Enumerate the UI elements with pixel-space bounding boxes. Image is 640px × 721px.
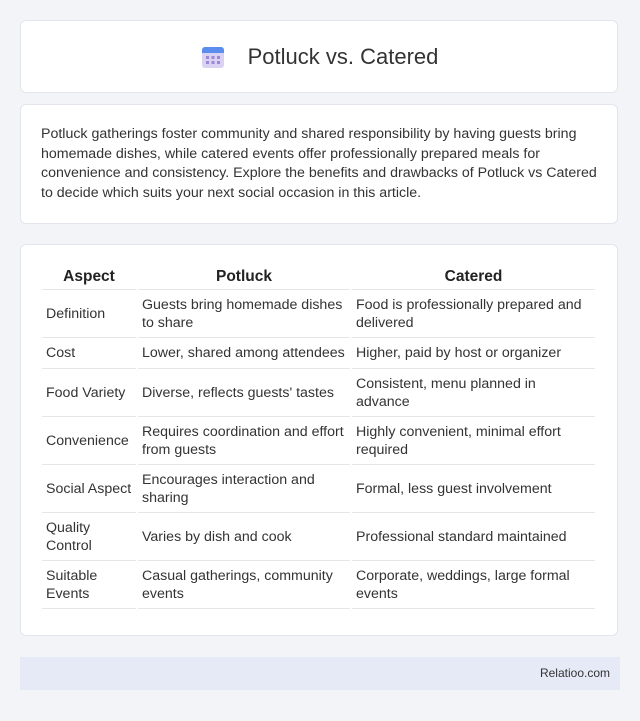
table-cell: Social Aspect <box>42 465 136 513</box>
table-row <box>42 290 595 338</box>
table-cell: Guests bring homemade dishes to share <box>138 290 350 338</box>
table-cell: Convenience <box>42 417 136 465</box>
title-card <box>20 20 618 93</box>
table-cell: Casual gatherings, community events <box>138 561 350 609</box>
table-row <box>42 561 595 609</box>
page-title: Potluck vs. Catered <box>247 43 439 69</box>
footer <box>20 657 620 690</box>
table-cell: Requires coordination and effort from guests <box>138 417 350 465</box>
table-cell: Corporate, weddings, large formal events <box>352 561 595 609</box>
table-cell: Consistent, menu planned in advance <box>352 369 595 417</box>
table-cell: Quality Control <box>42 513 136 561</box>
table-cell: Food Variety <box>42 369 136 417</box>
table-cell: Diverse, reflects guests' tastes <box>138 369 350 417</box>
intro-text: Potluck gatherings foster community and shared responsibility by having guests bring homemade dishes, while catered events offer professionally prepared meals for convenience and consistency. Explore the benefits and drawbacks of Potluck vs Catered to decide which suits your next social occasion in this article. <box>41 126 597 201</box>
table-cell: Cost <box>42 338 136 369</box>
table-row <box>42 417 595 465</box>
table-cell: Varies by dish and cook <box>138 513 350 561</box>
table-header-row <box>42 265 595 290</box>
table-row <box>42 513 595 561</box>
intro-card <box>20 104 618 224</box>
table-cell: Professional standard maintained <box>352 513 595 561</box>
table-cell: Lower, shared among attendees <box>138 338 350 369</box>
table-row <box>42 338 595 369</box>
table-cell: Definition <box>42 290 136 338</box>
footer-brand[interactable]: Relatioo.com <box>539 666 610 680</box>
table-cell: Suitable Events <box>42 561 136 609</box>
column-header-potluck: Potluck <box>138 265 350 290</box>
table-cell: Highly convenient, minimal effort required <box>352 417 595 465</box>
comparison-table <box>40 265 597 609</box>
calendar-icon <box>200 44 226 70</box>
column-header-catered: Catered <box>352 265 595 290</box>
column-header-aspect: Aspect <box>42 265 136 290</box>
table-cell: Higher, paid by host or organizer <box>352 338 595 369</box>
table-row <box>42 369 595 417</box>
table-cell: Food is professionally prepared and delivered <box>352 290 595 338</box>
comparison-card <box>20 244 618 636</box>
table-cell: Encourages interaction and sharing <box>138 465 350 513</box>
table-cell: Formal, less guest involvement <box>352 465 595 513</box>
table-row <box>42 465 595 513</box>
